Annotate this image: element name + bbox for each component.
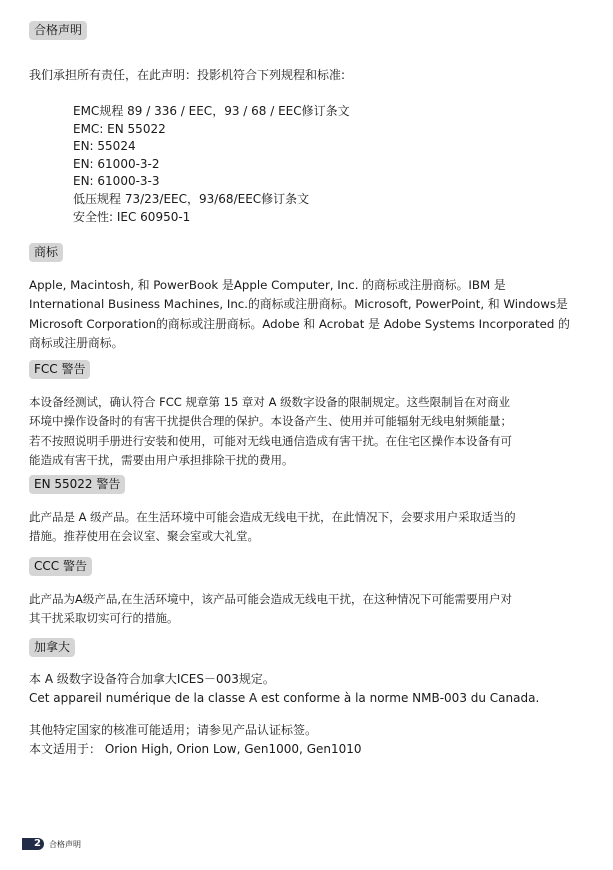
text-line: 措施。推荐使用在会议室、聚会室或大礼堂。: [29, 529, 259, 544]
text-line: 能造成有害干扰，需要由用户承担排除干扰的费用。: [29, 452, 294, 467]
standard-item: 安全性: IEC 60950-1: [73, 209, 191, 224]
text-line: 本 A 级数字设备符合加拿大ICES－003规定。: [29, 672, 275, 686]
compliance-intro: 我们承担所有责任，在此声明：投影机符合下列规程和标准:: [29, 68, 346, 82]
section-header-en55022: EN 55022 警告: [29, 475, 125, 494]
text-line: 商标或注册商标。: [29, 335, 124, 350]
text-line: Microsoft Corporation的商标或注册商标。Adobe 和 Acrobat 是 Adobe Systems Incorporated 的: [29, 316, 570, 331]
standard-item: EN: 55024: [73, 139, 136, 154]
text-line: 若不按照说明手册进行安装和使用，可能对无线电通信造成有害干扰。在住宅区操作本设备有可: [29, 433, 512, 448]
text-line: 此产品为A级产品,在生活环境中，该产品可能会造成无线电干扰，在这种情况下可能需要用户对: [29, 592, 513, 606]
section-header-trademarks: 商标: [29, 243, 63, 262]
en55022-text: [29, 508, 585, 547]
text-line: 环境中操作设备时的有害干扰提供合理的保护。本设备产生、使用并可能辐射无线电射频能量；: [29, 414, 512, 429]
standard-item: 低压规程 73/23/EEC，93/68/EEC修订条文: [73, 191, 310, 206]
text-line: Cet appareil numérique de la classe A est conforme à la norme NMB-003 du Canada.: [29, 691, 540, 706]
text-line: 其干扰采取切实可行的措施。: [29, 611, 179, 626]
fcc-text: [29, 393, 585, 470]
footer-label: 合格声明: [49, 839, 81, 849]
section-header-canada: 加拿大: [29, 638, 75, 657]
standard-item: EMC: EN 55022: [73, 121, 166, 136]
standard-item: EN: 61000-3-3: [73, 174, 160, 189]
text-line: 其他特定国家的核准可能适用；请参见产品认证标签。: [29, 723, 318, 737]
section-header-compliance: 合格声明: [29, 21, 87, 40]
page-footer: [22, 838, 81, 850]
trademarks-text: [29, 276, 585, 353]
text-line: 本设备经测试，确认符合 FCC 规章第 15 章对 A 级数字设备的限制规定。这些限制旨在对商业: [29, 395, 511, 409]
other-approvals-text: [29, 721, 585, 760]
standard-item: EN: 61000-3-2: [73, 156, 160, 171]
page-number: 2: [22, 838, 44, 850]
section-header-ccc: CCC 警告: [29, 557, 92, 576]
ccc-text: [29, 590, 585, 629]
text-line: 本文适用于： Orion High, Orion Low, Gen1000, Gen1010: [29, 742, 362, 757]
standards-list: [73, 103, 350, 226]
section-header-fcc: FCC 警告: [29, 360, 90, 379]
text-line: 此产品是 A 级产品。在生活环境中可能会造成无线电干扰，在此情况下，会要求用户采取适当的: [29, 510, 516, 524]
text-line: Apple, Macintosh, 和 PowerBook 是Apple Computer, Inc. 的商标或注册商标。IBM 是: [29, 278, 506, 292]
canada-text: [29, 670, 585, 709]
text-line: International Business Machines, Inc.的商标或注册商标。Microsoft, PowerPoint, 和 Windows是: [29, 297, 568, 312]
standard-item: EMC规程 89 / 336 / EEC，93 / 68 / EEC修订条文: [73, 104, 350, 118]
